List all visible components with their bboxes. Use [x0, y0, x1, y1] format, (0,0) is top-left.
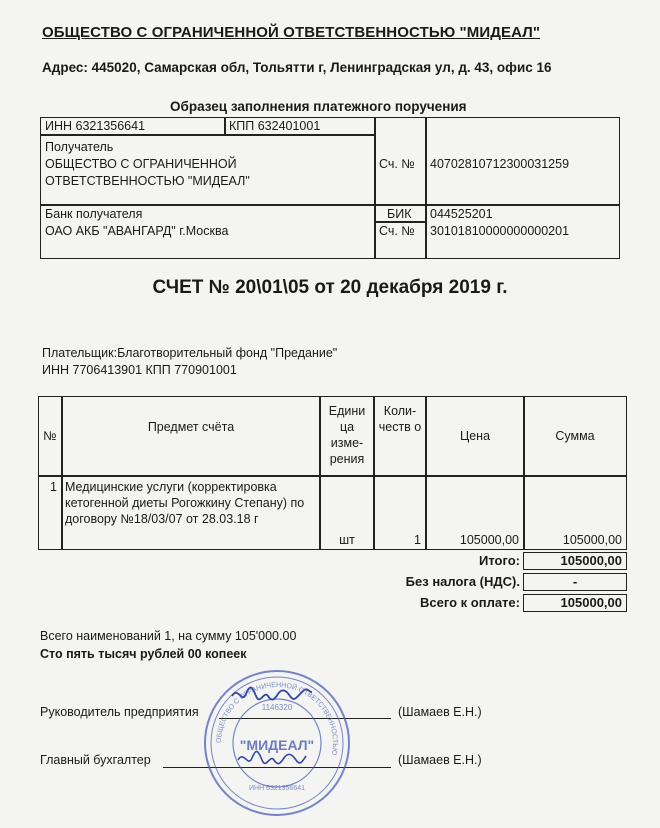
- col-header-unit: Едини ца изме- рения: [328, 404, 366, 466]
- company-name: ОБЩЕСТВО С ОГРАНИЧЕННОЙ ОТВЕТСТВЕННОСТЬЮ "МИДЕАЛ": [42, 24, 541, 41]
- recipient-inn: ИНН 6321356641: [45, 119, 146, 133]
- bank-name: ОАО АКБ "АВАНГАРД" г.Москва: [45, 224, 229, 238]
- row-qty: 1: [414, 533, 421, 547]
- col-header-num: №: [43, 429, 57, 443]
- corr-account-label: Сч. №: [379, 224, 415, 238]
- row-unit: шт: [339, 533, 355, 547]
- bik-label: БИК: [387, 207, 412, 221]
- recipient-name-line2: ОТВЕТСТВЕННОСТЬЮ "МИДЕАЛ": [45, 174, 250, 188]
- corr-account-number: 30101810000000000201: [430, 224, 570, 238]
- payer-name: Плательщик:Благотворительный фонд "Предание": [42, 346, 338, 360]
- invoice-title: СЧЕТ № 20\01\05 от 20 декабря 2019 г.: [152, 277, 508, 298]
- bank-details-table: [40, 117, 620, 259]
- recipient-kpp: КПП 632401001: [229, 119, 321, 133]
- payer-info: [42, 345, 337, 379]
- accountant-signature: [238, 751, 306, 763]
- payment-sample-title: Образец заполнения платежного поручения: [170, 99, 467, 114]
- stamp-top-digits: 1146320: [261, 703, 293, 712]
- account-label: Сч. №: [379, 157, 415, 171]
- payer-inn-kpp: ИНН 7706413901 КПП 770901001: [42, 363, 237, 377]
- itogo-label: Итого:: [479, 553, 520, 568]
- itogo-value: 105000,00: [523, 552, 627, 570]
- col-header-qty: Коли- честв о: [378, 404, 422, 434]
- row-price: 105000,00: [459, 533, 519, 547]
- col-header-subject: Предмет счёта: [147, 420, 235, 434]
- recipient-name-line1: ОБЩЕСТВО С ОГРАНИЧЕННОЙ: [45, 157, 237, 171]
- items-count-sum: Всего наименований 1, на сумму 105'000.00: [40, 629, 297, 643]
- vat-label: Без налога (НДС).: [405, 574, 520, 589]
- stamp-center-text: "МИДЕАЛ": [239, 737, 315, 753]
- total-value: 105000,00: [523, 594, 627, 612]
- recipient-label: Получатель: [45, 140, 114, 154]
- director-label: Руководитель предприятия: [40, 705, 199, 719]
- company-stamp: [202, 668, 352, 818]
- accountant-label: Главный бухгалтер: [40, 753, 151, 767]
- amount-in-words: Сто пять тысяч рублей 00 копеек: [40, 647, 247, 661]
- stamp-ring-text: ОБЩЕСТВО С ОГРАНИЧЕННОЙ ОТВЕТСТВЕННОСТЬЮ: [215, 681, 339, 756]
- bank-label: Банк получателя: [45, 207, 143, 221]
- row-num: 1: [50, 480, 57, 494]
- row-sum: 105000,00: [562, 533, 622, 547]
- col-header-price: Цена: [459, 429, 491, 443]
- total-label: Всего к оплате:: [420, 595, 520, 610]
- invoice-summary: [40, 627, 296, 663]
- company-address: Адрес: 445020, Самарская обл, Тольятти г, Ленинградская ул, д. 43, офис 16: [42, 60, 552, 75]
- items-table: [38, 396, 627, 550]
- director-name: (Шамаев Е.Н.): [398, 705, 482, 719]
- accountant-name: (Шамаев Е.Н.): [398, 753, 482, 767]
- bik-number: 044525201: [430, 207, 493, 221]
- account-number: 40702810712300031259: [430, 157, 570, 171]
- stamp-bottom-text: ИНН 6321356641: [248, 785, 306, 792]
- col-header-sum: Сумма: [555, 429, 595, 443]
- row-subject: Медицинские услуги (корректировка кетогенной диеты Рогожкину Степану) по договору №18/03/07 от 28.03.18 г: [65, 480, 305, 526]
- vat-value: -: [523, 573, 627, 591]
